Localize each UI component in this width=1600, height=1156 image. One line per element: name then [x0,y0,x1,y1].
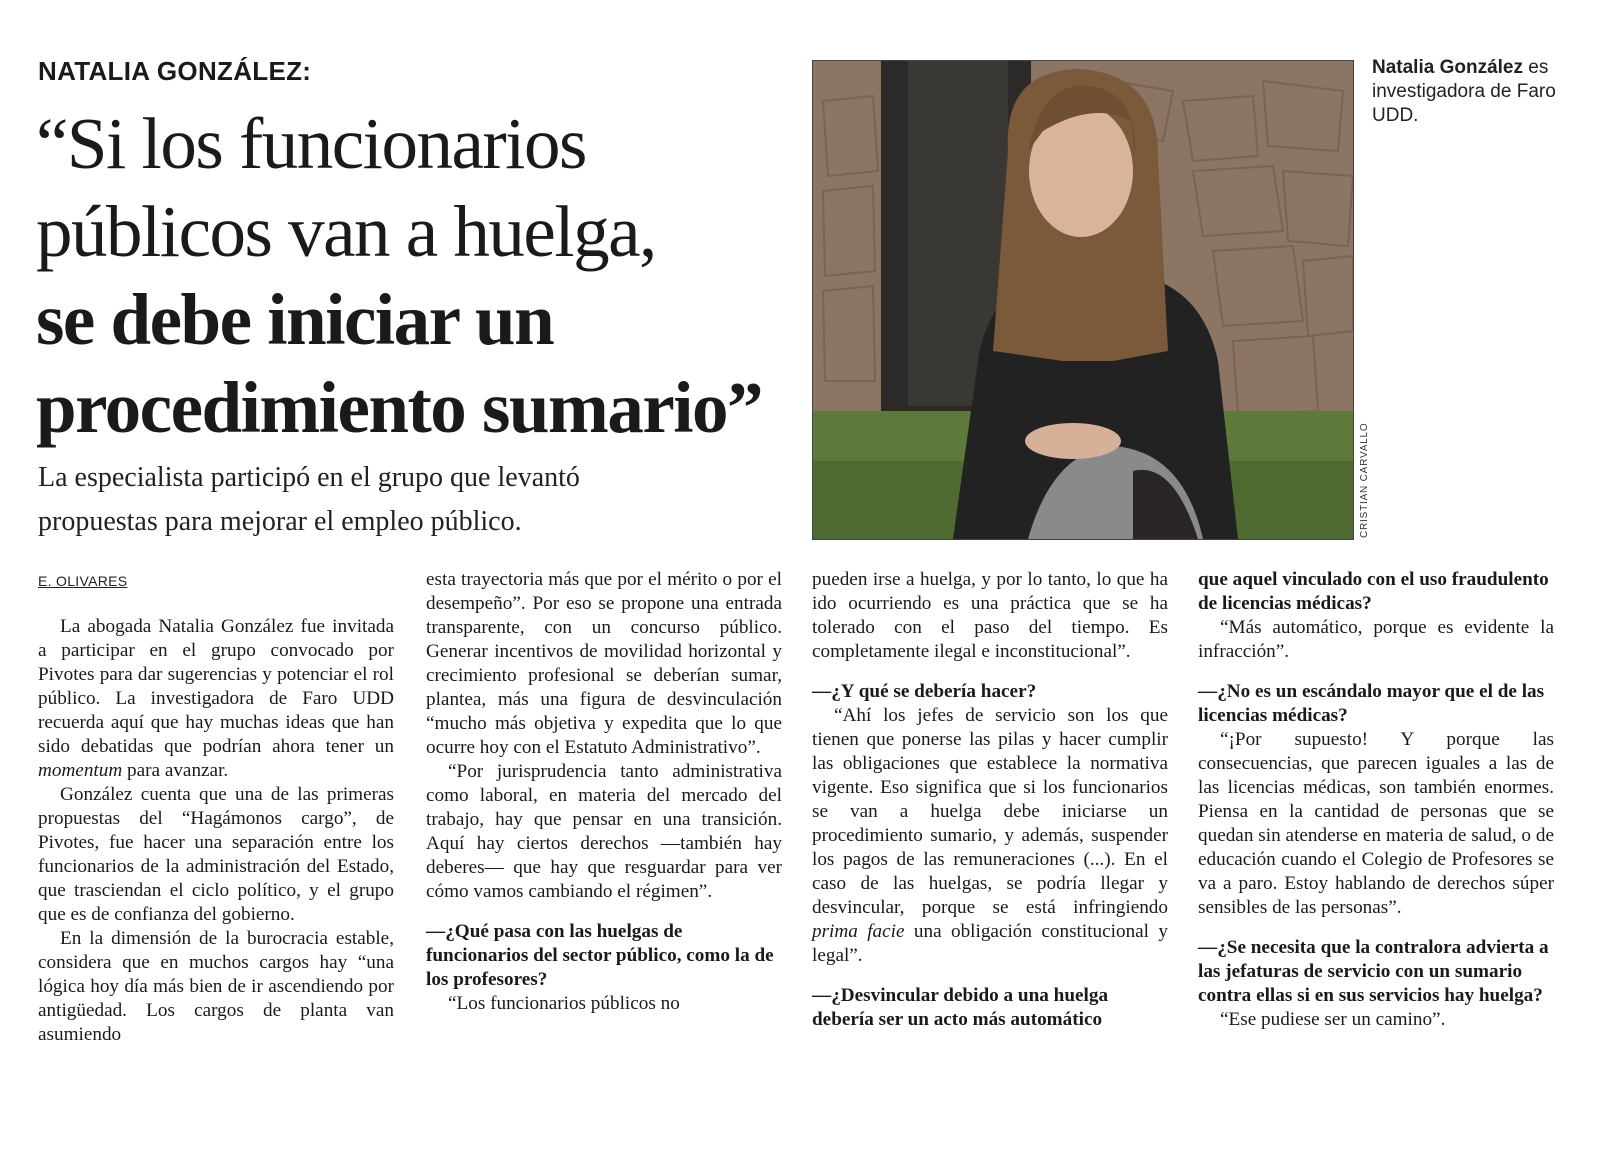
caption-text: es investigadora de Faro UDD. [1372,57,1556,126]
paragraph-text: una obligación constitucional y legal”. [812,921,1168,966]
photo-caption [1372,56,1572,128]
article-column-4 [1198,568,1554,1032]
photo-credit: CRISTIAN CARVALLO [1359,422,1370,538]
interview-question: —¿No es un escándalo mayor que el de las licencias médicas? [1198,681,1545,726]
interview-question: —¿Desvincular debido a una huelga debería ser un acto más automático [812,985,1109,1030]
paragraph: En la dimensión de la burocracia estable, considera que en muchos cargos hay “una lógica hoy día más bien de ir ascendiendo por antigüedad. Los cargos de planta van asumiendo [38,928,394,1045]
byline: E. OLIVARES [38,573,128,589]
deck-line-2: propuestas para mejorar el empleo público. [38,506,522,537]
article-column-2 [426,568,782,1016]
paragraph: González cuenta que una de las primeras propuestas del “Hagámonos cargo”, de Pivotes, fue hacer una separación entre los funcionarios de la administración del Estado, que trasciendan el ciclo político, y el grupo que es de confianza del gobierno. [38,784,394,925]
deck [38,456,758,544]
interview-question: —¿Se necesita que la contralora advierta a las jefaturas de servicio con un sumario contra ellas si en sus servicios hay huelga? [1198,937,1549,1006]
headline-line-1: “Si los funcionarios [36,103,586,184]
deck-line-1: La especialista participó en el grupo que levantó [38,462,580,493]
paragraph-text: La abogada Natalia González fue invitada a participar en el grupo convocado por Pivotes para dar sugerencias y potenciar el rol público. La investigadora de Faro UDD recuerda aquí que hay muchas ideas que han sido debatidas que podrían ahora tener un [38,616,394,757]
headline-line-3: se debe iniciar un [36,279,554,360]
kicker: NATALIA GONZÁLEZ: [38,56,312,86]
article-column-1 [38,615,394,1047]
interview-question: que aquel vinculado con el uso fraudulento de licencias médicas? [1198,569,1549,614]
paragraph: “Por jurisprudencia tanto administrativa como laboral, en materia del mercado del trabajo, hay que pensar en una transición. Aquí hay ciertos derechos —también hay deberes— que hay que resguardar para ver cómo vamos cambiando el régimen”. [426,761,782,902]
paragraph: pueden irse a huelga, y por lo tanto, lo que ha ido ocurriendo es una práctica que se ha tolerado con el paso del tiempo. Es completamente ilegal e inconstitucional”. [812,569,1168,662]
portrait-photo [812,60,1354,540]
article-column-3 [812,568,1168,1032]
paragraph: “¡Por supuesto! Y porque las consecuencias, que parecen iguales a las de las licencias médicas, son también enormes. Piensa en la cantidad de personas que se quedan sin atenderse en materia de salud, o de educación cuando el Colegio de Profesores se va a paro. Estoy hablando de derechos súper sensibles de las personas”. [1198,729,1554,918]
interview-question: —¿Qué pasa con las huelgas de funcionarios del sector público, como la de los profesores? [426,921,774,990]
paragraph: “Los funcionarios públicos no [448,993,680,1014]
headline-line-4: procedimiento sumario” [36,367,763,448]
interview-question: —¿Y qué se debería hacer? [812,681,1037,702]
paragraph: “Ese pudiese ser un camino”. [1220,1009,1446,1030]
portrait-illustration [813,61,1353,539]
caption-name: Natalia González [1372,57,1523,78]
paragraph-emphasis: momentum [38,760,123,781]
paragraph [812,704,1168,968]
paragraph-text: “Ahí los jefes de servicio son los que tienen que ponerse las pilas y hacer cumplir las obligaciones que establece la normativa vigente. Eso significa que si los funcionarios se van a huelga debe iniciarse un procedimiento sumario, y además, suspender los pagos de las remuneraciones (...). En el caso de las huelgas, se podría llegar y desvincular, porque se está infringiendo [812,705,1168,918]
paragraph: esta trayectoria más que por el mérito o por el desempeño”. Por eso se propone una entrada transparente, con un concurso público. Generar incentivos de movilidad horizontal y crecimiento profesional se deberían sumar, plantea, más una figura de desvinculación “mucho más objetiva y expedita que lo que ocurre hoy con el Estatuto Administrativo”. [426,569,782,758]
paragraph-emphasis: prima facie [812,921,905,942]
paragraph: “Más automático, porque es evidente la infracción”. [1198,617,1554,662]
paragraph [38,615,394,783]
paragraph-text: para avanzar. [122,760,229,781]
headline-line-2: públicos van a huelga, [36,191,656,272]
headline [36,100,776,452]
